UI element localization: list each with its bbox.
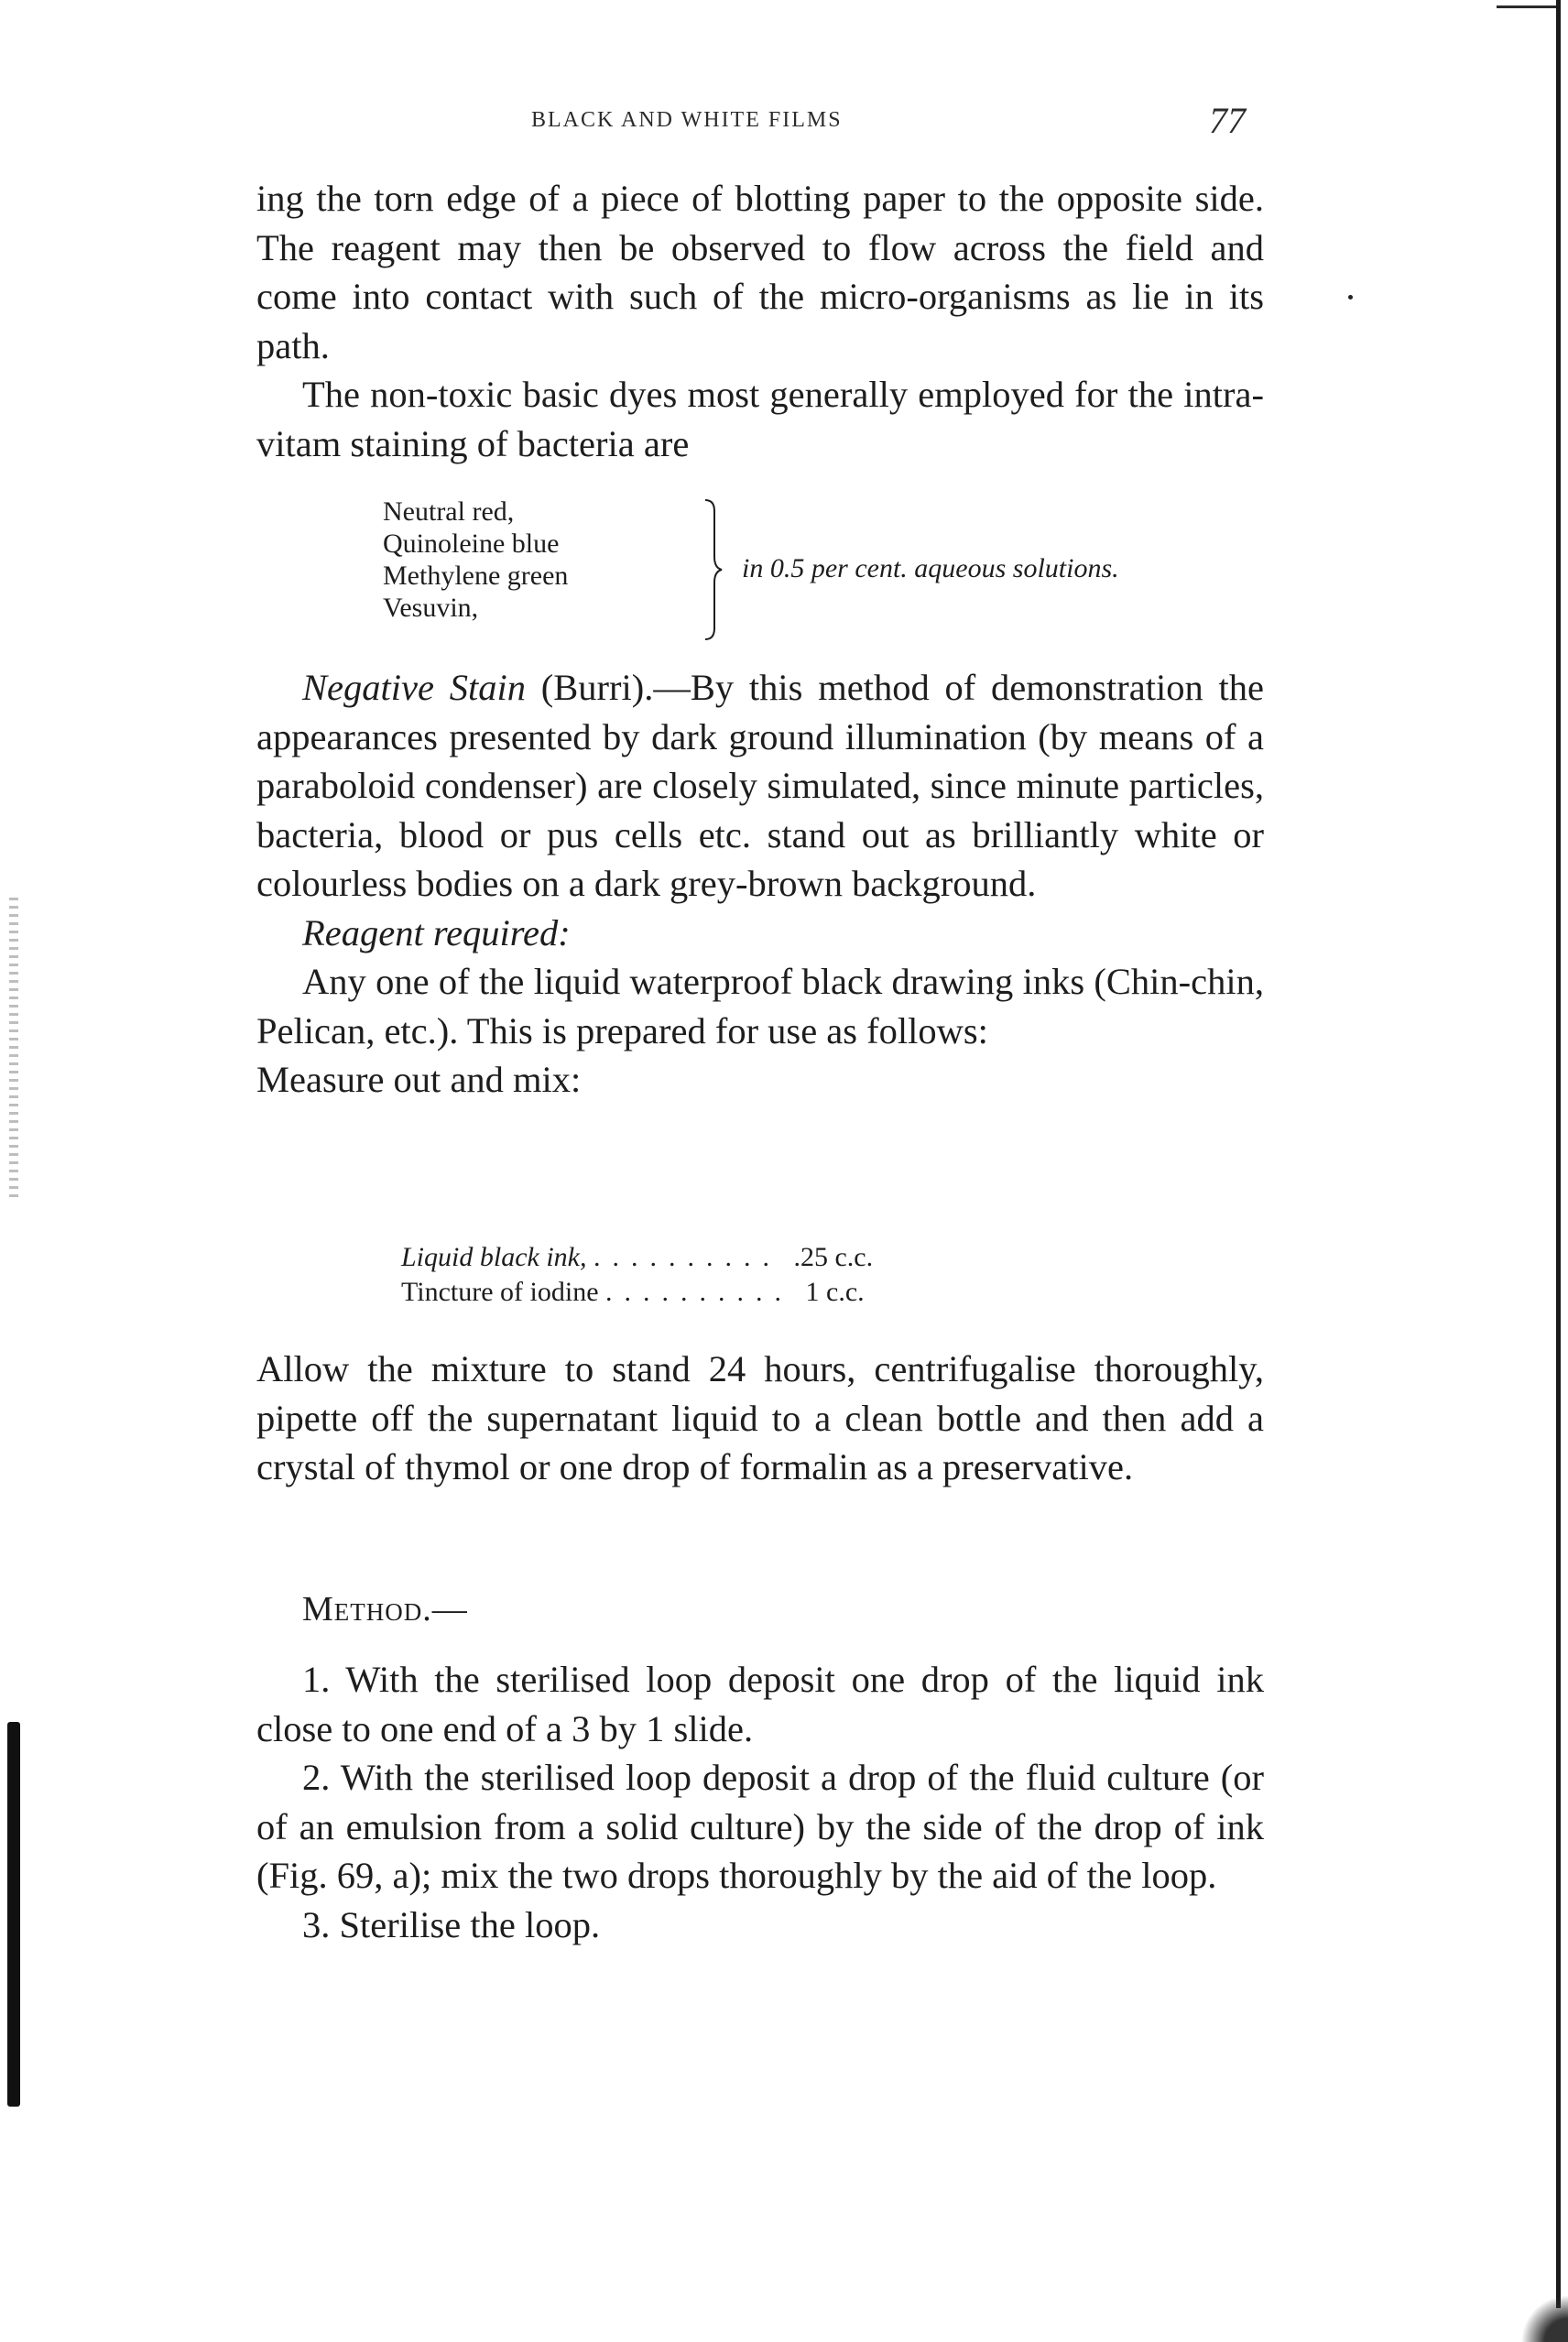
method-step: 3. Sterilise the loop. bbox=[302, 1903, 601, 1945]
dye-item: Quinoleine blue bbox=[383, 528, 560, 559]
mix-item-quantity: .25 c.c. bbox=[793, 1242, 874, 1272]
page-number: 77 bbox=[1209, 100, 1246, 141]
negative-stain-paragraph bbox=[256, 663, 1264, 909]
negative-stain-text: (Burri).—By this method of demonstration the appearances presented by dark ground illumination (by means of a paraboloid condenser) are closely simulated, since minute particles, bacteria, blood or pus cells etc. stand out as brilliantly white or colourless bodies on a dark grey-brown background. bbox=[256, 667, 1264, 904]
method-steps bbox=[256, 1655, 1264, 1949]
leader-dots: .......... bbox=[593, 1242, 781, 1272]
dye-item: Vesuvin, bbox=[383, 593, 479, 623]
running-title: BLACK AND WHITE FILMS bbox=[531, 108, 843, 132]
mix-row bbox=[401, 1275, 873, 1310]
paragraph-continuation: ing the torn edge of a piece of blotting paper to the opposite side. The reagent may then be observed to flow across the field and come into contact with such of the micro-organisms as lie in its path. bbox=[256, 178, 1264, 366]
method-heading: Method.— bbox=[302, 1590, 468, 1629]
allow-section bbox=[256, 1345, 1264, 1492]
method-step: 2. With the sterilised loop deposit a drop of the fluid culture (or of an emulsion from a solid culture) by the side of the drop of ink (Fig. 69, a); mix the two drops thoroughly by the aid of the loop. bbox=[256, 1757, 1264, 1896]
scan-dot bbox=[1348, 295, 1353, 300]
mix-item-label: Tincture of iodine bbox=[401, 1277, 599, 1307]
scan-corner-smudge bbox=[1513, 2287, 1568, 2342]
mix-row bbox=[401, 1240, 873, 1275]
reagent-heading: Reagent required: bbox=[302, 911, 571, 953]
scan-edge-right bbox=[1556, 0, 1561, 2308]
dye-item: Methylene green bbox=[383, 561, 569, 591]
scan-speckle-left bbox=[9, 898, 18, 1200]
measure-text: Measure out and mix: bbox=[256, 1059, 582, 1100]
reagent-text: Any one of the liquid waterproof black drawing inks (Chin-chin, Pelican, etc.). This is prepared for use as follows: bbox=[256, 961, 1264, 1051]
right-brace bbox=[703, 498, 724, 641]
dye-item: Neutral red, bbox=[383, 496, 515, 527]
negative-stain-section bbox=[256, 663, 1264, 1105]
method-step: 1. With the sterilised loop deposit one drop of the liquid ink close to one end of a 3 by 1 slide. bbox=[256, 1659, 1264, 1749]
allow-paragraph: Allow the mixture to stand 24 hours, centrifugalise thoroughly, pipette off the supernatant liquid to a clean bottle and then add a crystal of thymol or one drop of formalin as a preservative. bbox=[256, 1348, 1264, 1487]
mix-table bbox=[401, 1240, 873, 1310]
scan-edge-left bbox=[7, 1722, 20, 2107]
negative-stain-title: Negative Stain bbox=[302, 667, 526, 708]
intro-text bbox=[256, 174, 1264, 468]
mix-item-quantity: 1 c.c. bbox=[805, 1277, 865, 1307]
leader-dots: .......... bbox=[605, 1277, 794, 1307]
dye-solution-note: in 0.5 per cent. aqueous solutions. bbox=[742, 553, 1119, 583]
scan-edge-top bbox=[1497, 5, 1561, 8]
mix-item-label: Liquid black ink, bbox=[401, 1242, 587, 1272]
paragraph-dyes-intro: The non-toxic basic dyes most generally employed for the intra-vitam staining of bacteria are bbox=[256, 374, 1264, 464]
dye-list bbox=[383, 496, 568, 624]
